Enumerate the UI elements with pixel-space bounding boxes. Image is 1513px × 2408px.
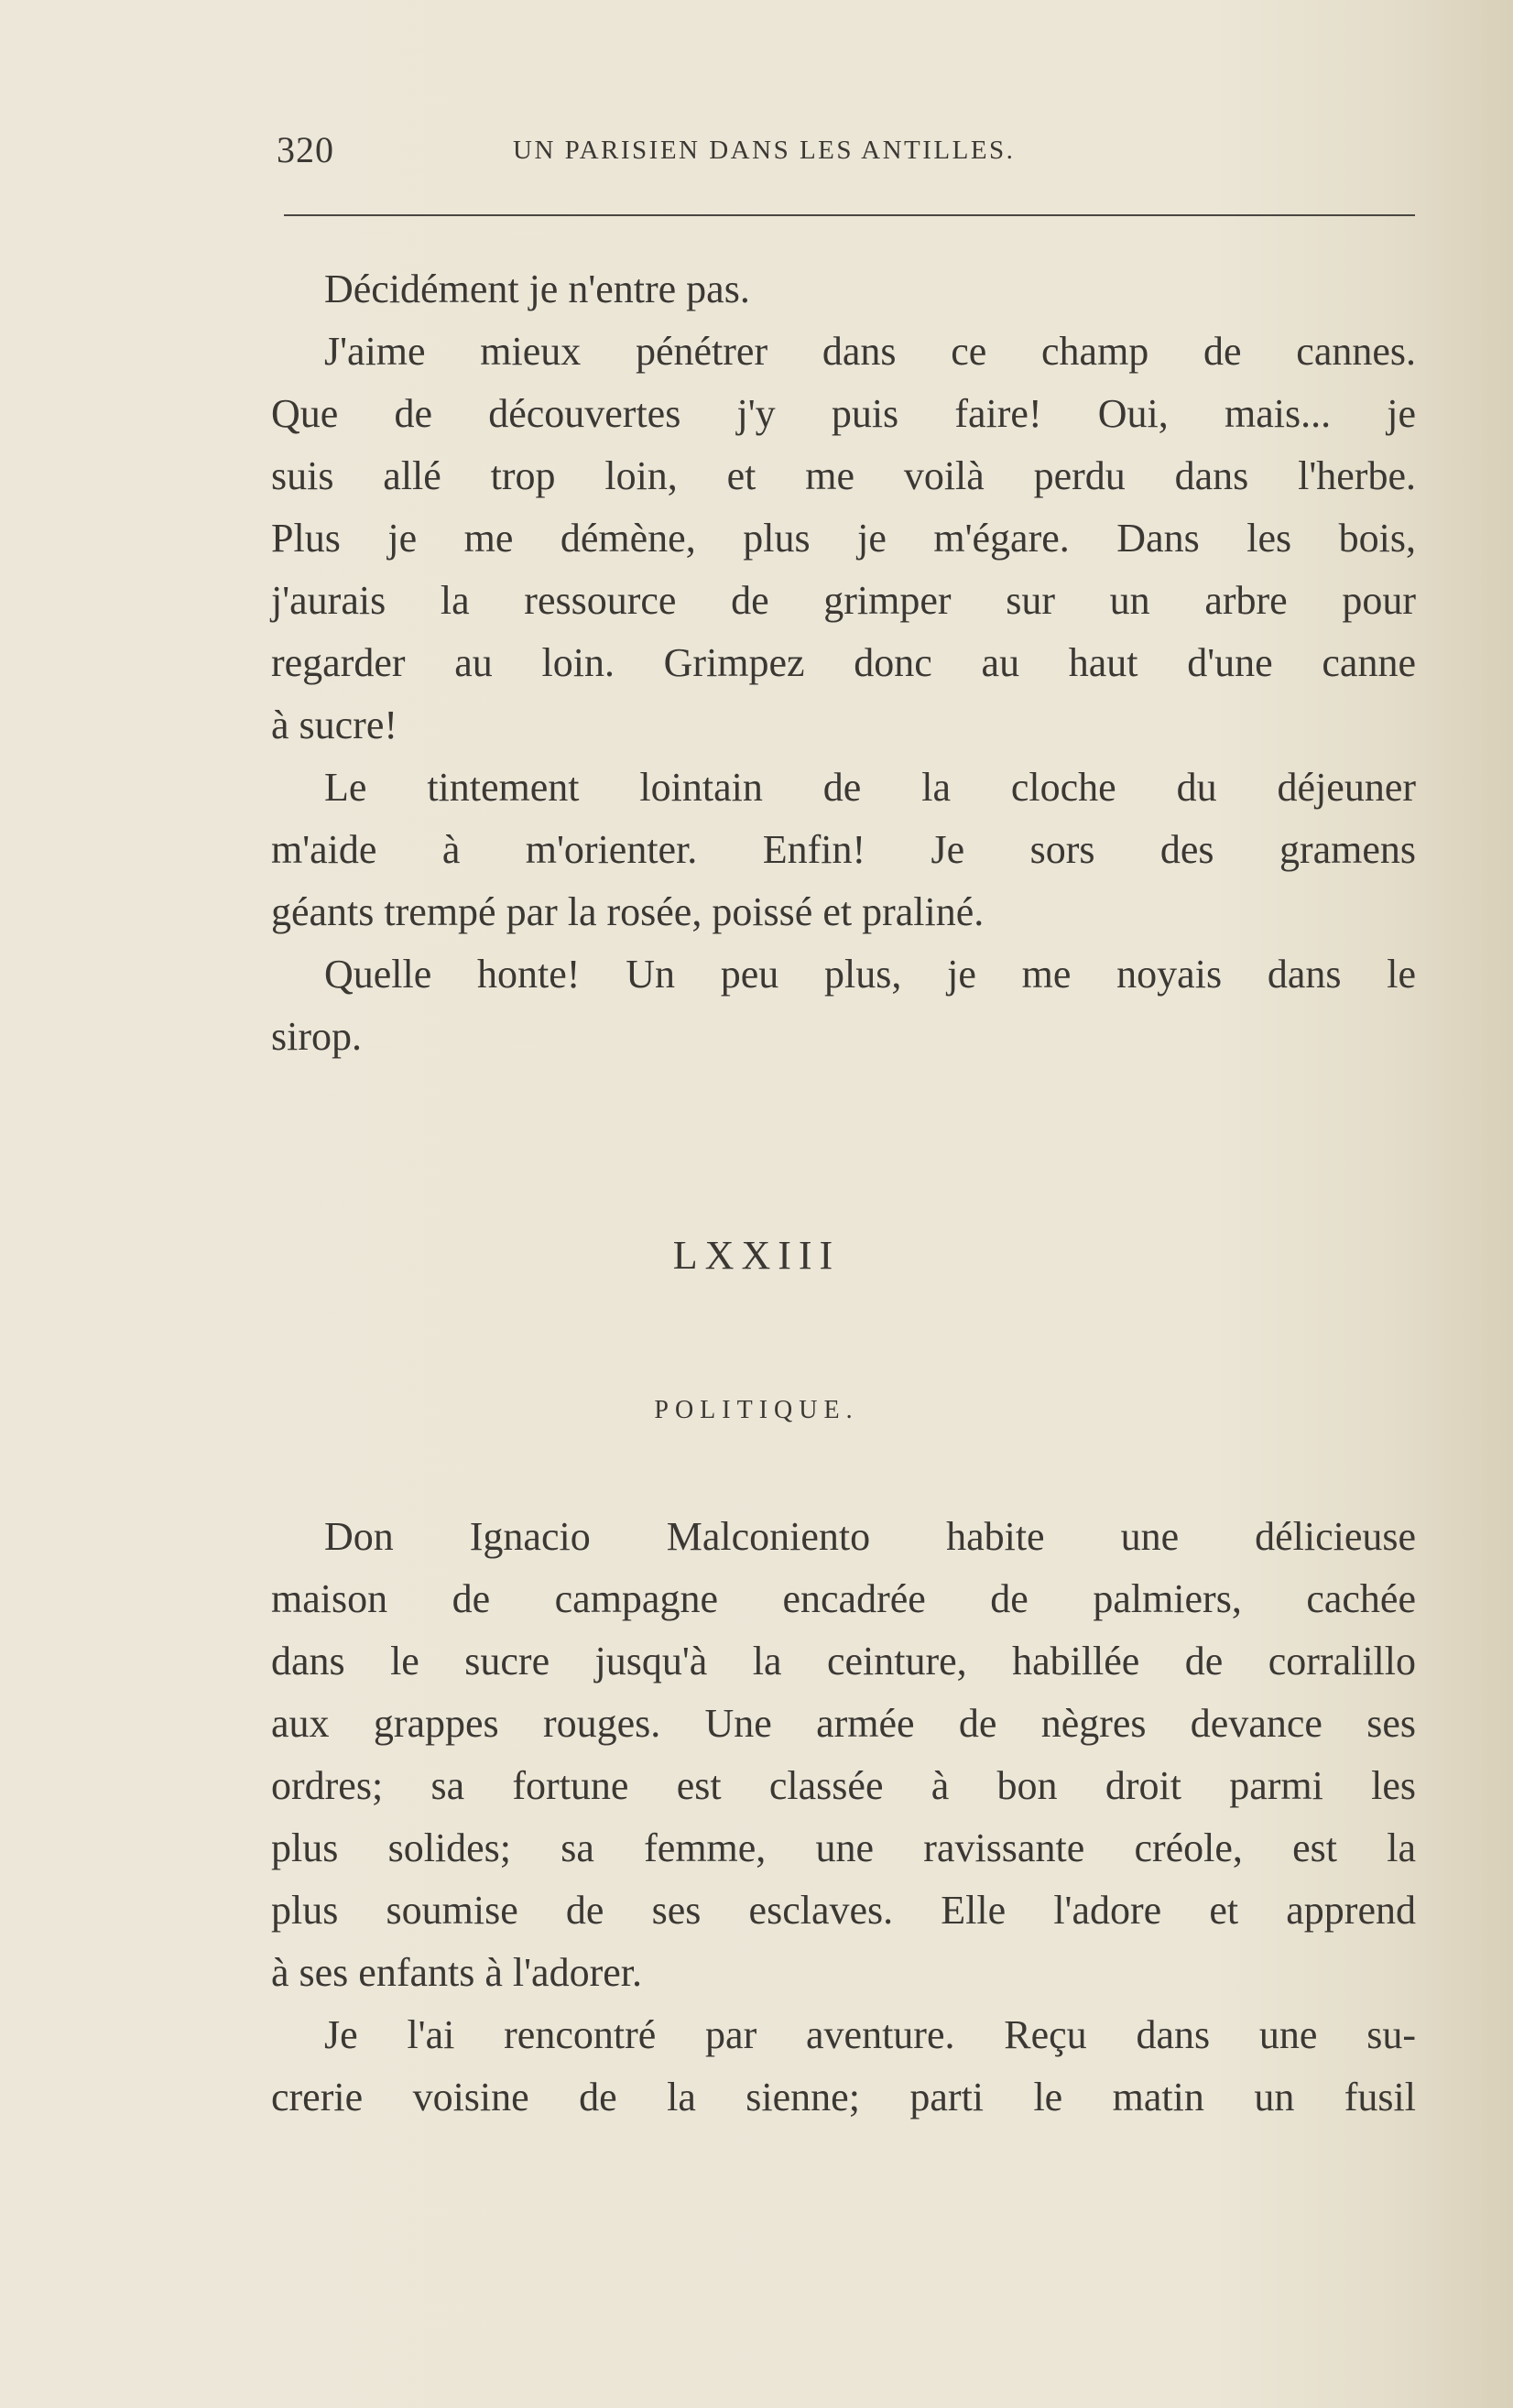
text-line: Décidément je n'entre pas. [324, 267, 750, 311]
text-line: regarder au loin. Grimpez donc au haut d'une canne [271, 640, 1416, 685]
text-line: ordres; sa fortune est classée à bon droit parmi les [271, 1763, 1416, 1808]
text-line: m'aide à m'orienter. Enfin! Je sors des gramens [271, 827, 1416, 872]
chapter-number: LXXIII [672, 1233, 841, 1278]
text-line: Quelle honte! Un peu plus, je me noyais dans le [324, 952, 1416, 997]
page-header [277, 128, 1192, 174]
text-line: maison de campagne encadrée de palmiers, cachée [271, 1576, 1416, 1621]
text-line: à sucre! [271, 703, 398, 747]
text-line: Plus je me démène, plus je m'égare. Dans les bois, [271, 516, 1416, 561]
chapter-title: POLITIQUE. [654, 1396, 859, 1424]
text-line: Que de découvertes j'y puis faire! Oui, mais... je [271, 391, 1416, 436]
text-line: sirop. [271, 1014, 362, 1059]
text-line: crerie voisine de la sienne; parti le matin un fusil [271, 2075, 1416, 2119]
text-line: Le tintement lointain de la cloche du déjeuner [324, 765, 1416, 810]
text-block-top [271, 258, 1416, 1068]
text-line: plus soumise de ses esclaves. Elle l'adore et apprend [271, 1888, 1416, 1933]
text-line: suis allé trop loin, et me voilà perdu dans l'herbe. [271, 453, 1416, 498]
text-line: J'aime mieux pénétrer dans ce champ de cannes. [324, 329, 1416, 374]
text-line: plus solides; sa femme, une ravissante créole, est la [271, 1825, 1416, 1870]
text-line: Don Ignacio Malconiento habite une délicieuse [324, 1514, 1416, 1559]
text-line: j'aurais la ressource de grimper sur un arbre pour [271, 578, 1416, 623]
text-block-bottom [271, 1506, 1416, 2129]
page-number: 320 [277, 129, 334, 170]
text-line: à ses enfants à l'adorer. [271, 1950, 642, 1995]
text-line: géants trempé par la rosée, poissé et praliné. [271, 889, 985, 934]
text-line: aux grappes rouges. Une armée de nègres devance ses [271, 1701, 1416, 1746]
header-rule [284, 214, 1415, 216]
text-line: Je l'ai rencontré par aventure. Reçu dans une su- [324, 2012, 1416, 2057]
running-title: UN PARISIEN DANS LES ANTILLES. [513, 136, 1016, 165]
text-line: dans le sucre jusqu'à la ceinture, habillée de corralillo [271, 1639, 1416, 1683]
